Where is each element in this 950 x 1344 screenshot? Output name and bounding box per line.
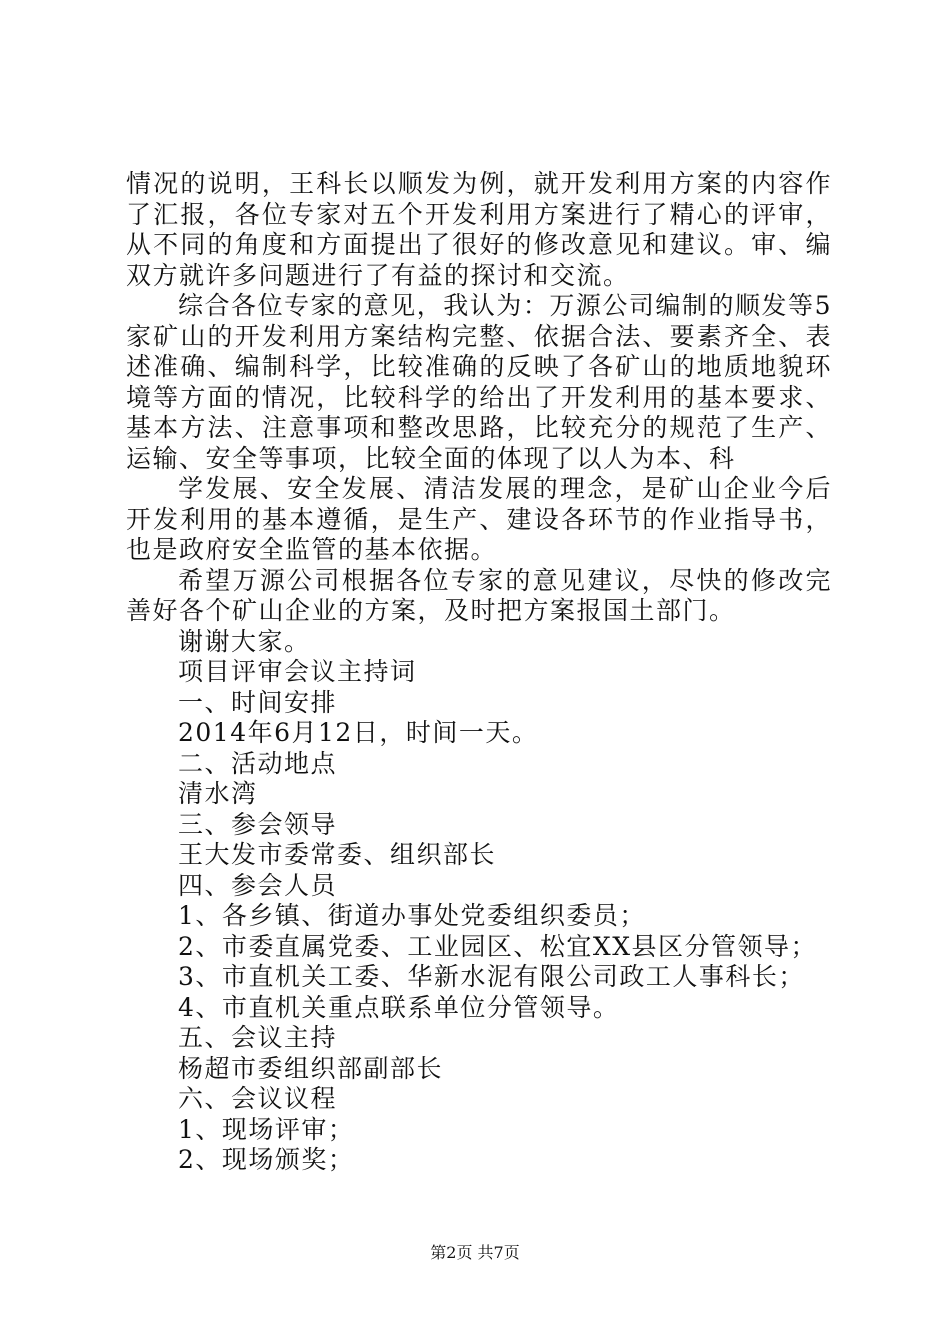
heading-leaders: 三、参会领导 (178, 809, 338, 839)
line-thanks: 谢谢大家。 (178, 626, 311, 656)
heading-agenda: 六、会议议程 (178, 1084, 338, 1113)
paragraph-expert-opinion: 综合各位专家的意见，我认为：万源公司编制的顺发等5家矿山的开发利用方案结构完整、依据合法、要素齐全、表述准确、编制科学，比较准确的反映了各矿山的地质地貌环境等方面的情况，比较科学的给出了开发利用的基本要求、基本方法、注意事项和整改思路，比较充分的规范了生产、运输、安全等事项，比较全面的体现了以人为本、科 (126, 291, 832, 473)
section-title: 项目评审会议主持词 (178, 657, 417, 686)
page-footer (0, 1243, 950, 1263)
heading-location: 二、活动地点 (178, 748, 338, 778)
line-host: 杨超市委组织部副部长 (178, 1053, 444, 1083)
page-number-label: 第2页 共7页 (430, 1243, 520, 1262)
document-body (126, 169, 832, 1176)
line-agenda-1: 1、现场评审； (178, 1114, 355, 1144)
line-attendee-3: 3、市直机关工委、华新水泥有限公司政工人事科长； (178, 962, 805, 991)
heading-time: 一、时间安排 (178, 687, 338, 717)
line-agenda-2: 2、现场颁奖； (178, 1145, 355, 1174)
line-leader: 王大发市委常委、组织部长 (178, 840, 497, 869)
paragraph-review-summary: 情况的说明，王科长以顺发为例，就开发利用方案的内容作了汇报，各位专家对五个开发利用方案进行了精心的评审，从不同的角度和方面提出了很好的修改意见和建议。审、编双方就许多问题进行了有益的探讨和交流。 (126, 169, 832, 290)
paragraph-development-concept: 学发展、安全发展、清洁发展的理念，是矿山企业今后开发利用的基本遵循，是生产、建设各环节的作业指导书，也是政府安全监管的基本依据。 (126, 474, 832, 564)
heading-host: 五、会议主持 (178, 1023, 338, 1052)
heading-attendees: 四、参会人员 (178, 870, 338, 900)
line-location: 清水湾 (178, 779, 258, 808)
line-attendee-1: 1、各乡镇、街道办事处党委组织委员； (178, 901, 646, 930)
line-attendee-2: 2、市委直属党委、工业园区、松宜XX县区分管领导； (178, 931, 818, 961)
line-attendee-4: 4、市直机关重点联系单位分管领导。 (178, 992, 620, 1022)
paragraph-hope: 希望万源公司根据各位专家的意见建议，尽快的修改完善好各个矿山企业的方案，及时把方案报国土部门。 (126, 565, 832, 625)
line-date: 2014年6月12日，时间一天。 (178, 718, 539, 747)
